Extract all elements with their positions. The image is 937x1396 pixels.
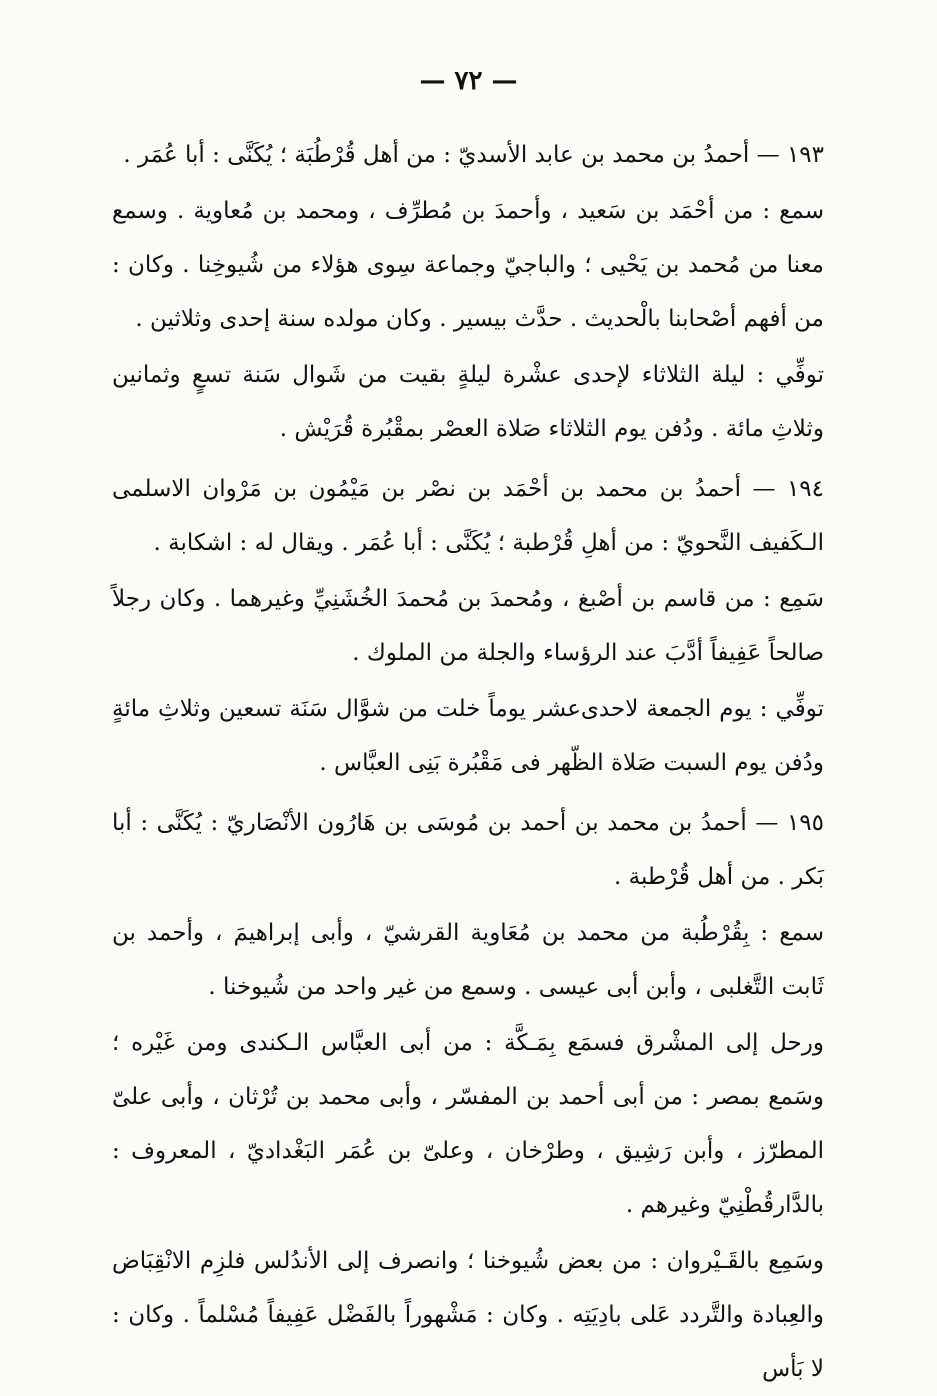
entry-194-heading: ١٩٤ — أحمدُ بن محمد بن أحْمَد بن نصْر بن مَيْمُون بن مَرْوان الاسلمى الـكَفيف النَّحويّ : من أهلِ قُرْطبة ؛ يُكَنَّى : أبا عُمَر . ويقال له : اشكابة . <box>112 476 824 556</box>
entry-194-death: توفِّي : يوم الجمعة لاحدى‌عشر يوماً خلت من شوَّال سَنَة تسعين وثلاثِ مائةٍ ودُفن يوم السبت صَلاة الظّهر فى مَقْبُرة بَنِى العبَّاس . <box>112 696 824 776</box>
entry-195-hearing: سمع : بِقُرْطُبة من محمد بن مُعَاوية القرشيّ ، وأبى إبراهيمَ ، وأحمد بن ثَابت التَّغلبى ، وأبن أبى عيسى . وسمع من غير واحد من شُيوخنا . <box>112 920 824 1000</box>
entry-193-heading: ١٩٣ — أحمدُ بن محمد بن عابد الأسديّ : من أهل قُرْطُبَة ؛ يُكَنَّى : أبا عُمَر . <box>123 142 824 168</box>
entry-194-hearing: سَمِع : من قاسم بن أصْبغ ، ومُحمدَ بن مُحمدَ الخُشَنِيِّ وغيرهما . وكان رجلاً صالحاً عَفِيفاً أدَّبَ عند الرؤساء والجلة من الملوك . <box>112 586 824 666</box>
entry-193-hearing: سمع : من أحْمَد بن سَعيد ، وأحمدَ بن مُطرِّف ، ومحمد بن مُعاوية . وسمع معنا من مُحمد بن يَحْيى ؛ والباجيّ وجماعة سِوى هؤلاء من شُيوخِنا . وكان : من أفهم أصْحابنا بالْحديث . حدَّث بيسير . وكان مولده سنة إحدى وثلاثين . <box>112 198 824 332</box>
entry-195-kairouan: وسَمِع بالقَـيْروان : من بعض شُيوخنا ؛ وانصرف إلى الأندُلس فلزِم الانْقِبَاض والعِبادة والتَّردد عَلى بادِيَتِه . وكان : مَشْهوراً بالفَضْل عَفِيفاً مُسْلماً . وكان : لا بَأس <box>112 1248 824 1382</box>
entry-193-death: توفِّي : ليلة الثلاثاء لإحدى عشْرة ليلةٍ بقيت من شَوال سَنة تسعٍ وثمانين وثلاثِ مائة . ودُفن يوم الثلاثاء صَلاة العصْر بمقْبُرة قُرَيْش . <box>112 362 824 442</box>
entry-195-travel: ورحل إلى المشْرق فسمَع بِمَـكَّة : من أبى العبَّاس الـكندى ومن غَيْره ؛ وسَمع بمصر : من أبى أحمد بن المفسّر ، وأبى محمد بن تُرْثان ، وأبى علىّ المطرّز ، وأبن رَشِيق ، وطرْخان ، وعلىّ بن عُمَر البَغْداديّ ، المعروف : بالدَّارقُطْنِيّ وغيرهم . <box>112 1030 824 1218</box>
entry-195-heading: ١٩٥ — أحمدُ بن محمد بن أحمد بن مُوسَى بن هَارُون الأنْصَاريّ : يُكَنَّى : أبا بَكر . من أهل قُرْطبة . <box>112 810 824 890</box>
page-content <box>112 128 824 1396</box>
page-number: — ٧٢ — <box>419 66 518 96</box>
